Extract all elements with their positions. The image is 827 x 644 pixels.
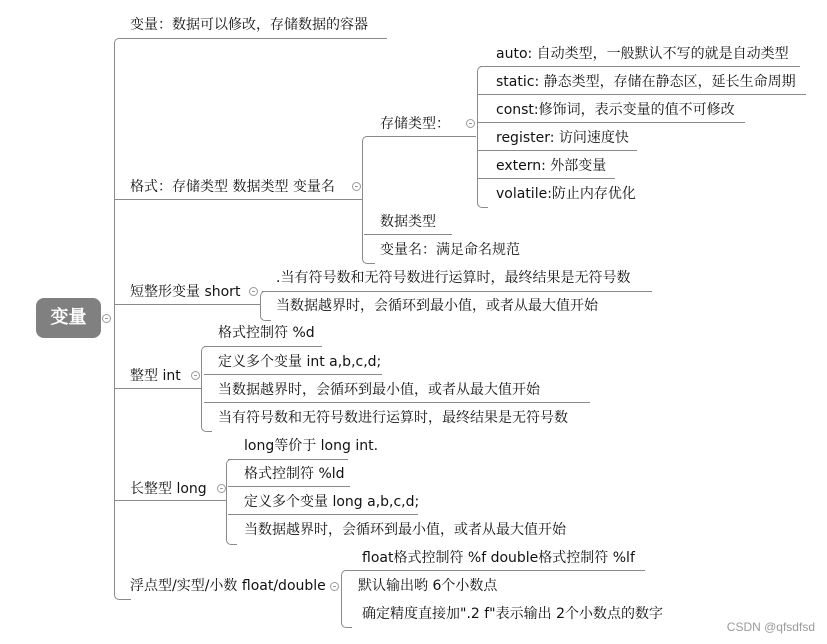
node-storage-type[interactable]: 存储类型： bbox=[380, 116, 450, 132]
branch-underline bbox=[366, 136, 476, 137]
leaf-underline bbox=[204, 346, 322, 347]
leaf-underline bbox=[228, 486, 350, 487]
collapse-toggle-float[interactable] bbox=[330, 582, 339, 591]
leaf-short-overflow[interactable]: 当数据越界时，会循环到最小值，或者从最大值开始 bbox=[276, 298, 598, 314]
leaf-underline bbox=[341, 598, 342, 599]
leaf-long-equivalent[interactable]: long等价于 long int. bbox=[244, 438, 379, 454]
root-node-variable[interactable]: 变量 bbox=[36, 298, 101, 338]
leaf-underline bbox=[204, 402, 590, 403]
leaf-float-format[interactable]: float格式控制符 %f double格式控制符 %lf bbox=[362, 550, 635, 566]
branch-float-double[interactable]: 浮点型/实型/小数 float/double bbox=[130, 578, 326, 594]
leaf-int-multi-define[interactable]: 定义多个变量 int a,b,c,d; bbox=[218, 354, 382, 370]
branch-short[interactable]: 短整形变量 short bbox=[130, 284, 241, 300]
leaf-register[interactable]: register: 访问速度快 bbox=[496, 130, 629, 146]
leaf-long-overflow[interactable]: 当数据越界时，会循环到最小值，或者从最大值开始 bbox=[244, 522, 566, 538]
leaf-underline bbox=[480, 66, 800, 67]
branch-long[interactable]: 长整型 long bbox=[130, 481, 207, 497]
branch-definition[interactable]: 变量：数据可以修改，存储数据的容器 bbox=[130, 17, 368, 33]
leaf-short-signed-unsigned[interactable]: .当有符号数和无符号数进行运算时，最终结果是无符号数 bbox=[276, 270, 631, 286]
leaf-int-format[interactable]: 格式控制符 %d bbox=[218, 325, 315, 341]
leaf-underline bbox=[478, 150, 637, 151]
short-children-connector bbox=[260, 291, 271, 321]
node-data-type[interactable]: 数据类型 bbox=[380, 214, 436, 230]
float-children-connector bbox=[341, 570, 352, 628]
format-children-connector bbox=[362, 136, 375, 264]
branch-int[interactable]: 整型 int bbox=[130, 368, 181, 384]
leaf-int-signed-unsigned[interactable]: 当有符号数和无符号数进行运算时，最终结果是无符号数 bbox=[218, 410, 568, 426]
collapse-toggle-storage-type[interactable] bbox=[466, 119, 475, 128]
leaf-float-default-decimals[interactable]: 默认输出哟 6个小数点 bbox=[358, 578, 498, 594]
collapse-toggle-int[interactable] bbox=[191, 371, 200, 380]
branch-underline bbox=[115, 388, 202, 389]
leaf-volatile[interactable]: volatile:防止内存优化 bbox=[496, 186, 636, 202]
leaf-static[interactable]: static: 静态类型，存储在静态区，延长生命周期 bbox=[496, 74, 796, 90]
leaf-auto[interactable]: auto: 自动类型，一般默认不写的就是自动类型 bbox=[496, 46, 789, 62]
branch-format[interactable]: 格式：存储类型 数据类型 变量名 bbox=[130, 179, 335, 195]
leaf-underline bbox=[228, 459, 348, 460]
leaf-int-overflow[interactable]: 当数据越界时，会循环到最小值，或者从最大值开始 bbox=[218, 382, 540, 398]
leaf-underline bbox=[262, 291, 652, 292]
watermark: CSDN @qfsdfsd bbox=[726, 620, 815, 634]
leaf-extern[interactable]: extern: 外部变量 bbox=[496, 158, 607, 174]
leaf-underline bbox=[204, 374, 382, 375]
leaf-underline bbox=[478, 94, 806, 95]
leaf-underline bbox=[478, 122, 745, 123]
main-branch-connector bbox=[114, 38, 131, 600]
leaf-const[interactable]: const:修饰词，表示变量的值不可修改 bbox=[496, 102, 735, 118]
branch-underline bbox=[115, 304, 260, 305]
int-children-connector bbox=[201, 346, 212, 432]
collapse-toggle-long[interactable] bbox=[217, 484, 226, 493]
long-children-connector bbox=[226, 459, 237, 545]
node-var-name[interactable]: 变量名：满足命名规范 bbox=[380, 242, 520, 258]
storage-type-children-connector bbox=[477, 66, 488, 208]
branch-underline bbox=[115, 500, 227, 501]
leaf-float-precision[interactable]: 确定精度直接加".2 f"表示输出 2个小数点的数字 bbox=[362, 606, 663, 622]
collapse-toggle-format[interactable] bbox=[352, 182, 361, 191]
leaf-underline bbox=[228, 514, 418, 515]
leaf-underline bbox=[345, 570, 645, 571]
leaf-underline bbox=[478, 178, 615, 179]
collapse-toggle-root[interactable] bbox=[102, 314, 111, 323]
leaf-long-format[interactable]: 格式控制符 %ld bbox=[244, 466, 345, 482]
leaf-long-multi-define[interactable]: 定义多个变量 long a,b,c,d; bbox=[244, 494, 420, 510]
collapse-toggle-short[interactable] bbox=[249, 287, 258, 296]
branch-underline bbox=[364, 234, 452, 235]
branch-underline bbox=[115, 199, 363, 200]
branch-underline bbox=[120, 38, 387, 39]
